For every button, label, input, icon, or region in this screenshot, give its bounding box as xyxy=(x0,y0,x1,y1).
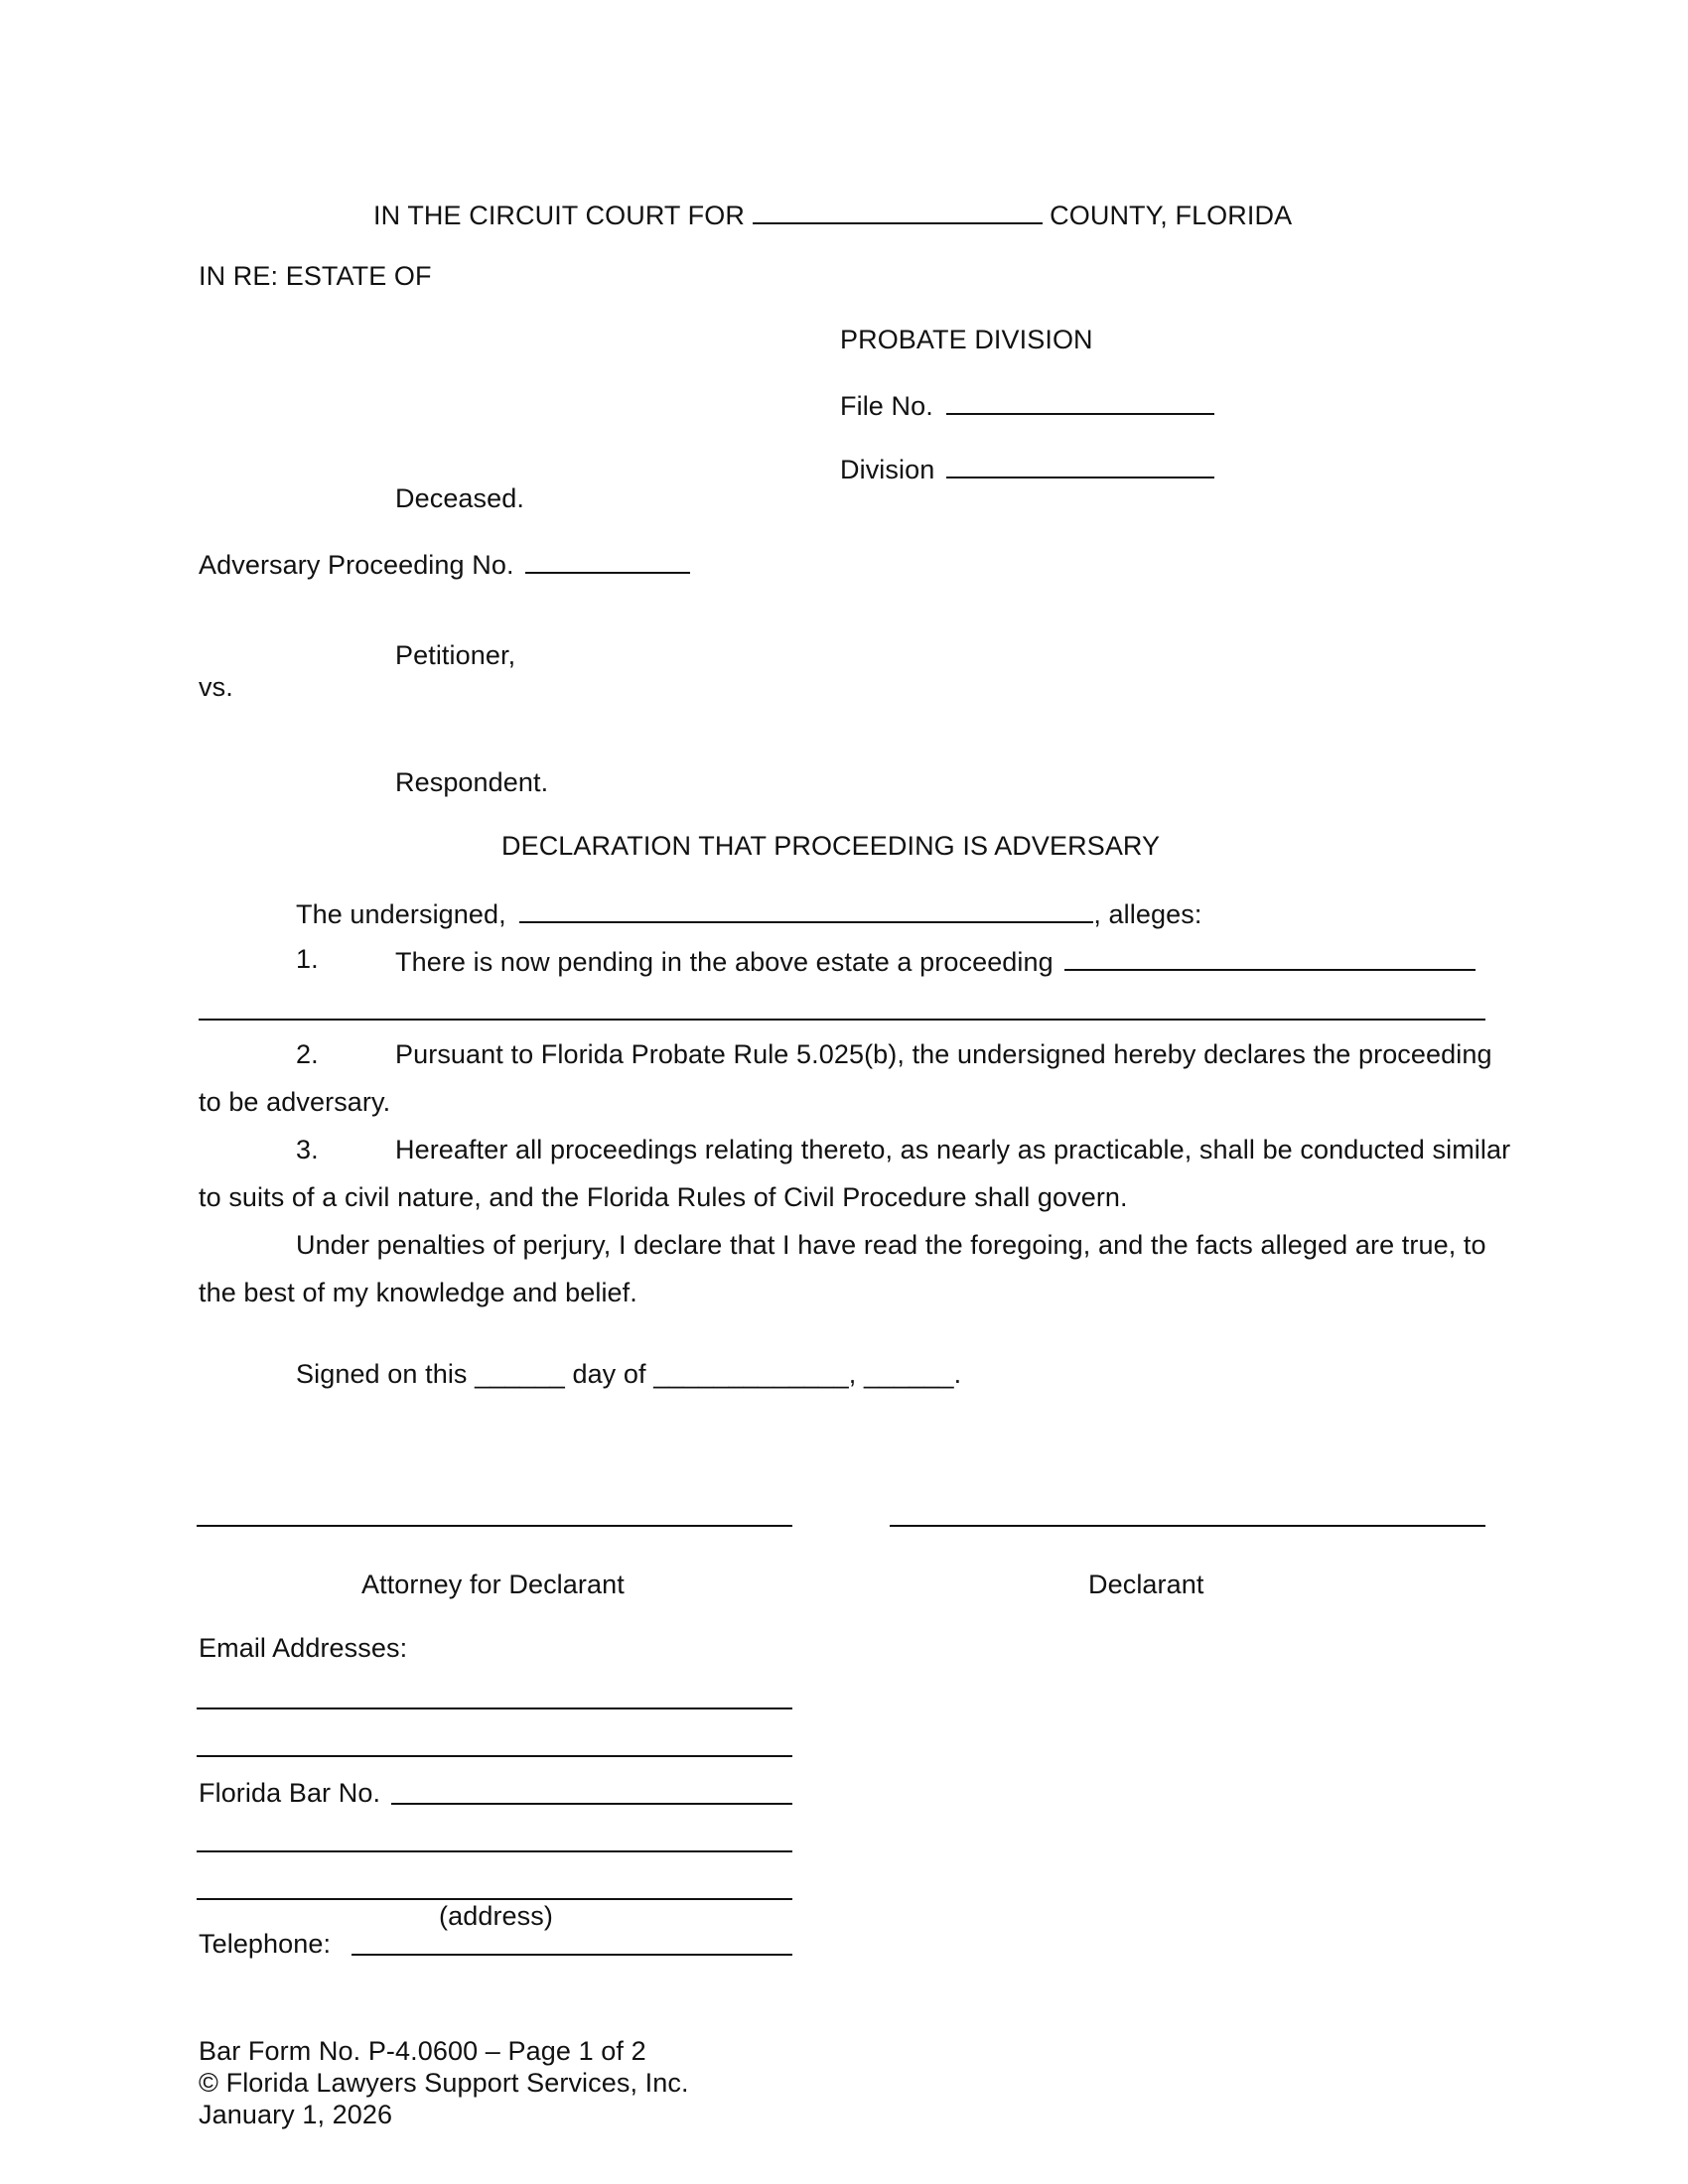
signed-mid: day of xyxy=(572,1359,646,1389)
declarant-signature-line[interactable] xyxy=(890,1525,1485,1527)
item2-number: 2. xyxy=(296,1039,319,1069)
year-blank[interactable]: ______ xyxy=(863,1359,954,1389)
email-addresses-label: Email Addresses: xyxy=(199,1633,408,1663)
document-title: DECLARATION THAT PROCEEDING IS ADVERSARY xyxy=(501,831,1161,861)
file-no-blank[interactable] xyxy=(946,387,1214,415)
bar-no-label: Florida Bar No. xyxy=(199,1778,381,1808)
county-blank[interactable] xyxy=(753,197,1043,224)
bar-no-row xyxy=(199,1777,380,1809)
respondent-label: Respondent. xyxy=(395,767,549,797)
month-blank[interactable]: _____________ xyxy=(653,1359,849,1389)
bar-no-blank[interactable] xyxy=(391,1803,792,1805)
vs-label: vs. xyxy=(199,672,233,702)
attorney-signature-line[interactable] xyxy=(197,1525,792,1527)
court-header-suffix: COUNTY, FLORIDA xyxy=(1050,201,1293,230)
signed-on-row xyxy=(296,1358,961,1390)
signed-prefix: Signed on this xyxy=(296,1359,468,1389)
telephone-blank[interactable] xyxy=(352,1954,792,1956)
court-header-prefix: IN THE CIRCUIT COURT FOR xyxy=(373,201,745,230)
item1-number: 1. xyxy=(296,944,319,974)
division-blank[interactable] xyxy=(946,451,1214,478)
item2-line2: to be adversary. xyxy=(199,1087,391,1117)
deceased-label: Deceased. xyxy=(395,483,524,513)
item1-proceeding-blank[interactable] xyxy=(1064,943,1476,971)
declarant-label: Declarant xyxy=(1088,1570,1204,1599)
undersigned-name-blank[interactable] xyxy=(519,895,1093,923)
address-label: (address) xyxy=(439,1901,553,1931)
estate-of-label: IN RE: ESTATE OF xyxy=(199,261,432,291)
adversary-no-blank[interactable] xyxy=(525,546,690,574)
footer-copyright: © Florida Lawyers Support Services, Inc. xyxy=(199,2068,689,2098)
email-line-2[interactable] xyxy=(197,1755,792,1757)
signed-end: . xyxy=(953,1359,962,1389)
item1-text: There is now pending in the above estate a proceeding xyxy=(395,947,1054,977)
court-header xyxy=(373,197,1292,231)
file-no-label: File No. xyxy=(840,391,933,421)
division-row xyxy=(840,451,1214,485)
item3-number: 3. xyxy=(296,1135,319,1164)
file-no-row xyxy=(840,387,1214,422)
address-line-1[interactable] xyxy=(197,1850,792,1852)
attorney-label: Attorney for Declarant xyxy=(361,1570,625,1599)
perjury-line2: the best of my knowledge and belief. xyxy=(199,1278,637,1307)
email-line-1[interactable] xyxy=(197,1707,792,1709)
telephone-label: Telephone: xyxy=(199,1929,332,1959)
footer-date: January 1, 2026 xyxy=(199,2100,393,2129)
adversary-no-row xyxy=(199,546,690,581)
adversary-no-label: Adversary Proceeding No. xyxy=(199,550,514,580)
signed-comma: , xyxy=(848,1359,857,1389)
division-label: Division xyxy=(840,455,935,484)
undersigned-row xyxy=(296,895,1201,930)
item3-line2: to suits of a civil nature, and the Florida Rules of Civil Procedure shall govern. xyxy=(199,1182,1128,1212)
probate-division-label: PROBATE DIVISION xyxy=(840,325,1093,354)
undersigned-suffix: , alleges: xyxy=(1093,899,1202,929)
undersigned-prefix: The undersigned, xyxy=(296,899,506,929)
item2-line1: Pursuant to Florida Probate Rule 5.025(b), the undersigned hereby declares the proceeding xyxy=(395,1039,1492,1069)
item1-row xyxy=(395,943,1476,978)
day-blank[interactable]: ______ xyxy=(475,1359,565,1389)
footer-form-number: Bar Form No. P-4.0600 – Page 1 of 2 xyxy=(199,2036,646,2066)
perjury-line1: Under penalties of perjury, I declare that I have read the foregoing, and the facts alleged are true, to xyxy=(296,1230,1486,1260)
petitioner-label: Petitioner, xyxy=(395,640,516,670)
item3-line1: Hereafter all proceedings relating thereto, as nearly as practicable, shall be conducted similar xyxy=(395,1135,1511,1164)
item1-continuation-line[interactable] xyxy=(199,1019,1485,1021)
